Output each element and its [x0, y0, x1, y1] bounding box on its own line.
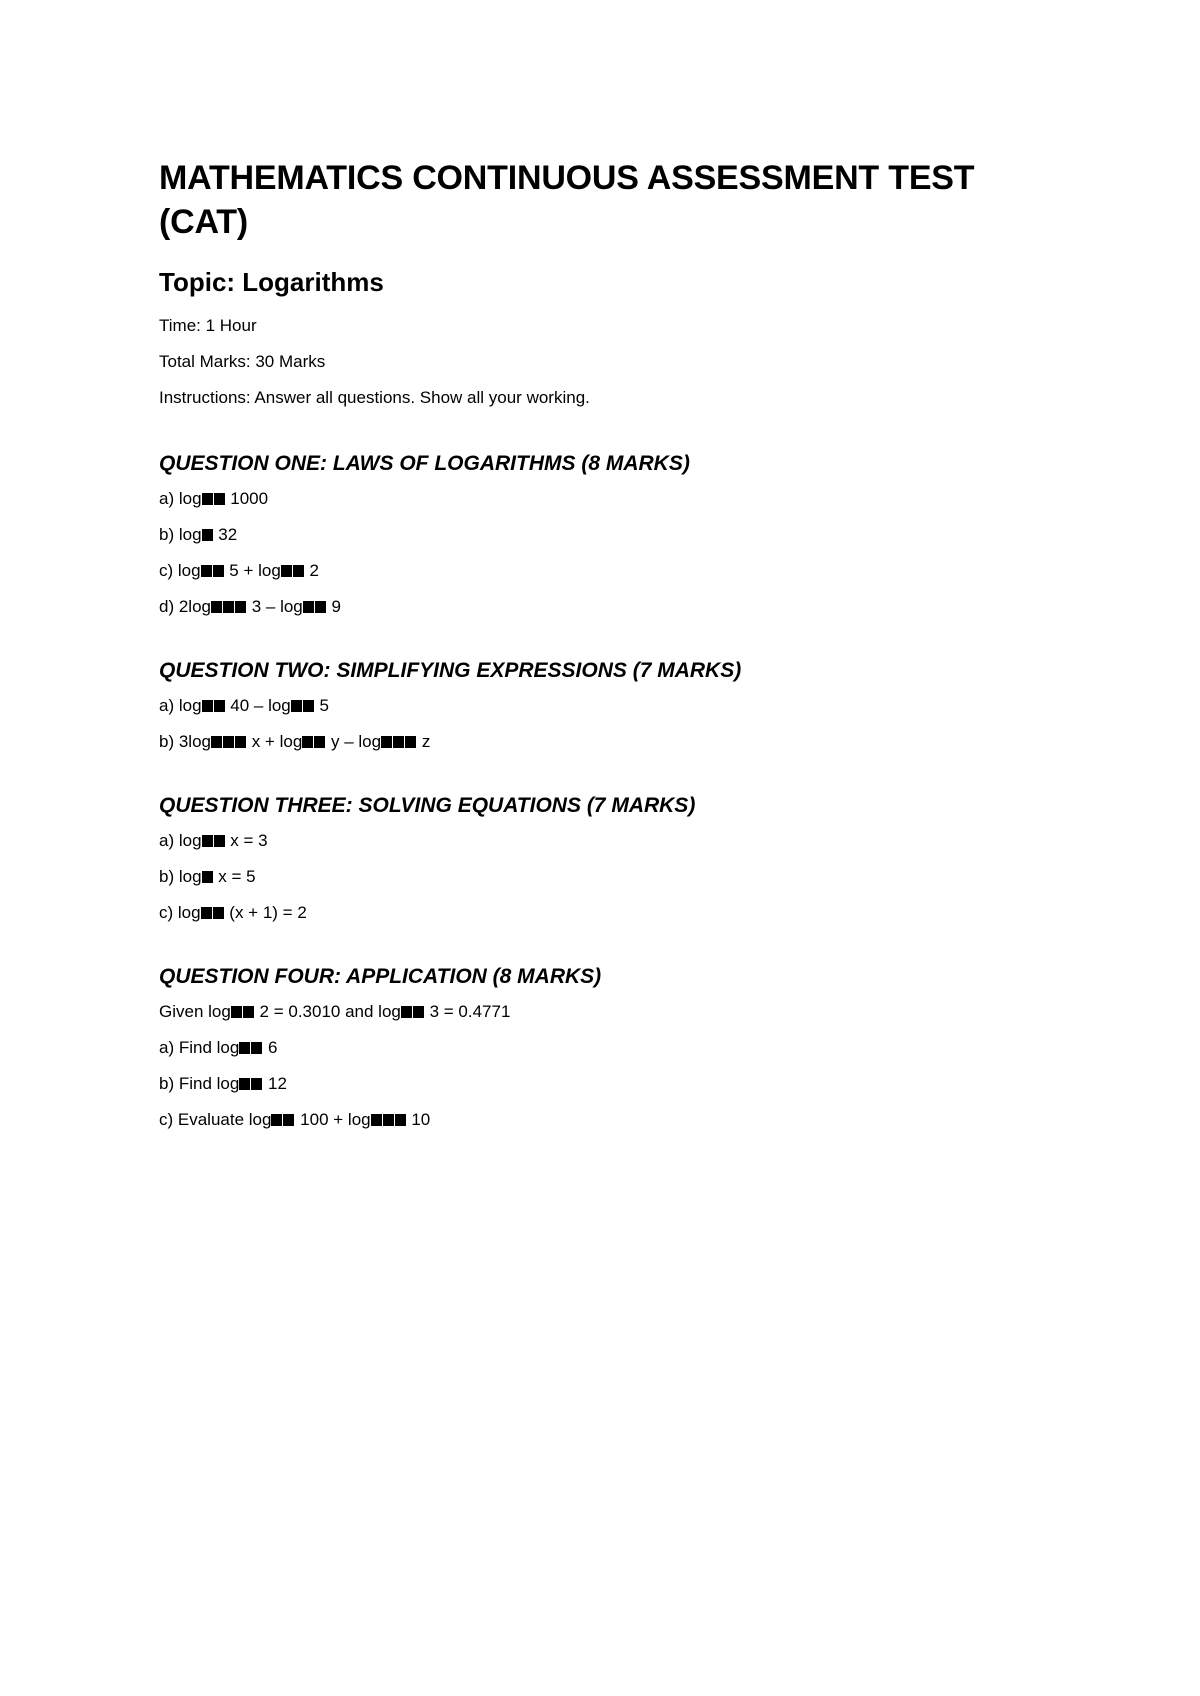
missing-glyph-box	[202, 835, 213, 847]
item-text: (x + 1) = 2	[224, 903, 307, 922]
question-heading: QUESTION ONE: LAWS OF LOGARITHMS (8 MARKS)	[159, 452, 690, 475]
item-text: 5	[314, 696, 329, 715]
missing-glyph-box	[413, 1006, 424, 1018]
item-text: x = 5	[213, 867, 256, 886]
missing-glyph-box	[291, 700, 302, 712]
question-item	[159, 730, 1059, 754]
missing-glyph-box	[383, 1114, 394, 1126]
instructions-line: Instructions: Answer all questions. Show all your working.	[159, 388, 590, 407]
question-item	[159, 559, 1059, 583]
item-text: a) log	[159, 696, 202, 715]
item-text: b) log	[159, 867, 202, 886]
missing-glyph-box	[314, 736, 325, 748]
item-text: 1000	[225, 489, 269, 508]
item-text: a) log	[159, 831, 202, 850]
question-heading: QUESTION FOUR: APPLICATION (8 MARKS)	[159, 965, 602, 988]
missing-glyph-box	[235, 601, 246, 613]
item-text: 12	[263, 1074, 287, 1093]
missing-glyph-box	[371, 1114, 382, 1126]
missing-glyph-box	[202, 871, 213, 883]
question-heading: QUESTION TWO: SIMPLIFYING EXPRESSIONS (7 MARKS)	[159, 659, 742, 682]
topic-heading: Topic: Logarithms	[159, 267, 384, 297]
item-text: c) Evaluate log	[159, 1110, 272, 1129]
missing-glyph-box	[214, 700, 225, 712]
missing-glyph-box	[213, 907, 224, 919]
item-text: 3 = 0.4771	[424, 1002, 511, 1021]
item-text: b) Find log	[159, 1074, 240, 1093]
missing-glyph-box	[211, 736, 222, 748]
missing-glyph-box	[271, 1114, 282, 1126]
document-page	[159, 156, 1059, 1144]
missing-glyph-box	[293, 565, 304, 577]
question-item	[159, 523, 1059, 547]
question-item	[159, 1108, 1059, 1132]
question-item	[159, 694, 1059, 718]
question-one-section	[159, 450, 1059, 619]
total-marks-line: Total Marks: 30 Marks	[159, 352, 326, 371]
item-text: 3 – log	[246, 597, 303, 616]
missing-glyph-box	[211, 601, 222, 613]
question-two-section	[159, 657, 1059, 754]
question-item	[159, 595, 1059, 619]
missing-glyph-box	[231, 1006, 242, 1018]
question-item	[159, 487, 1059, 511]
missing-glyph-box	[381, 736, 392, 748]
question-three-section	[159, 792, 1059, 925]
question-item	[159, 865, 1059, 889]
missing-glyph-box	[202, 493, 213, 505]
missing-glyph-box	[283, 1114, 294, 1126]
item-text: 10	[406, 1110, 431, 1129]
missing-glyph-box	[223, 601, 234, 613]
item-text: y – log	[326, 732, 382, 751]
missing-glyph-box	[251, 1042, 262, 1054]
item-text: a) Find log	[159, 1038, 240, 1057]
item-text: a) log	[159, 489, 202, 508]
missing-glyph-box	[303, 601, 314, 613]
item-text: Given log	[159, 1002, 231, 1021]
item-text: 5 + log	[224, 561, 281, 580]
missing-glyph-box	[214, 835, 225, 847]
missing-glyph-box	[303, 700, 314, 712]
missing-glyph-box	[243, 1006, 254, 1018]
item-text: 32	[213, 525, 238, 544]
question-item	[159, 829, 1059, 853]
item-text: c) log	[159, 903, 201, 922]
missing-glyph-box	[401, 1006, 412, 1018]
item-text: z	[417, 732, 431, 751]
item-text: 9	[326, 597, 341, 616]
item-text: d) 2log	[159, 597, 211, 616]
item-text: b) 3log	[159, 732, 211, 751]
item-text: 6	[263, 1038, 278, 1057]
time-line: Time: 1 Hour	[159, 316, 257, 335]
question-four-section	[159, 963, 1059, 1132]
questions-container	[159, 450, 1059, 1132]
missing-glyph-box	[315, 601, 326, 613]
missing-glyph-box	[201, 907, 212, 919]
missing-glyph-box	[202, 700, 213, 712]
missing-glyph-box	[239, 1042, 250, 1054]
missing-glyph-box	[213, 565, 224, 577]
missing-glyph-box	[302, 736, 313, 748]
question-heading: QUESTION THREE: SOLVING EQUATIONS (7 MARKS)	[159, 794, 696, 817]
missing-glyph-box	[239, 1078, 250, 1090]
missing-glyph-box	[395, 1114, 406, 1126]
item-text: 2	[304, 561, 320, 580]
missing-glyph-box	[251, 1078, 262, 1090]
missing-glyph-box	[202, 529, 213, 541]
item-text: b) log	[159, 525, 202, 544]
question-item	[159, 1072, 1059, 1096]
missing-glyph-box	[201, 565, 212, 577]
item-text: 2 = 0.3010 and log	[254, 1002, 401, 1021]
question-item	[159, 1000, 1059, 1024]
question-item	[159, 1036, 1059, 1060]
question-item	[159, 901, 1059, 925]
item-text: x + log	[246, 732, 303, 751]
missing-glyph-box	[393, 736, 404, 748]
missing-glyph-box	[223, 736, 234, 748]
item-text: 100 + log	[295, 1110, 371, 1129]
item-text: c) log	[159, 561, 201, 580]
item-text: x = 3	[225, 831, 268, 850]
document-title: MATHEMATICS CONTINUOUS ASSESSMENT TEST (CAT)	[159, 159, 975, 241]
item-text: 40 – log	[225, 696, 291, 715]
missing-glyph-box	[405, 736, 416, 748]
missing-glyph-box	[281, 565, 292, 577]
missing-glyph-box	[214, 493, 225, 505]
missing-glyph-box	[235, 736, 246, 748]
